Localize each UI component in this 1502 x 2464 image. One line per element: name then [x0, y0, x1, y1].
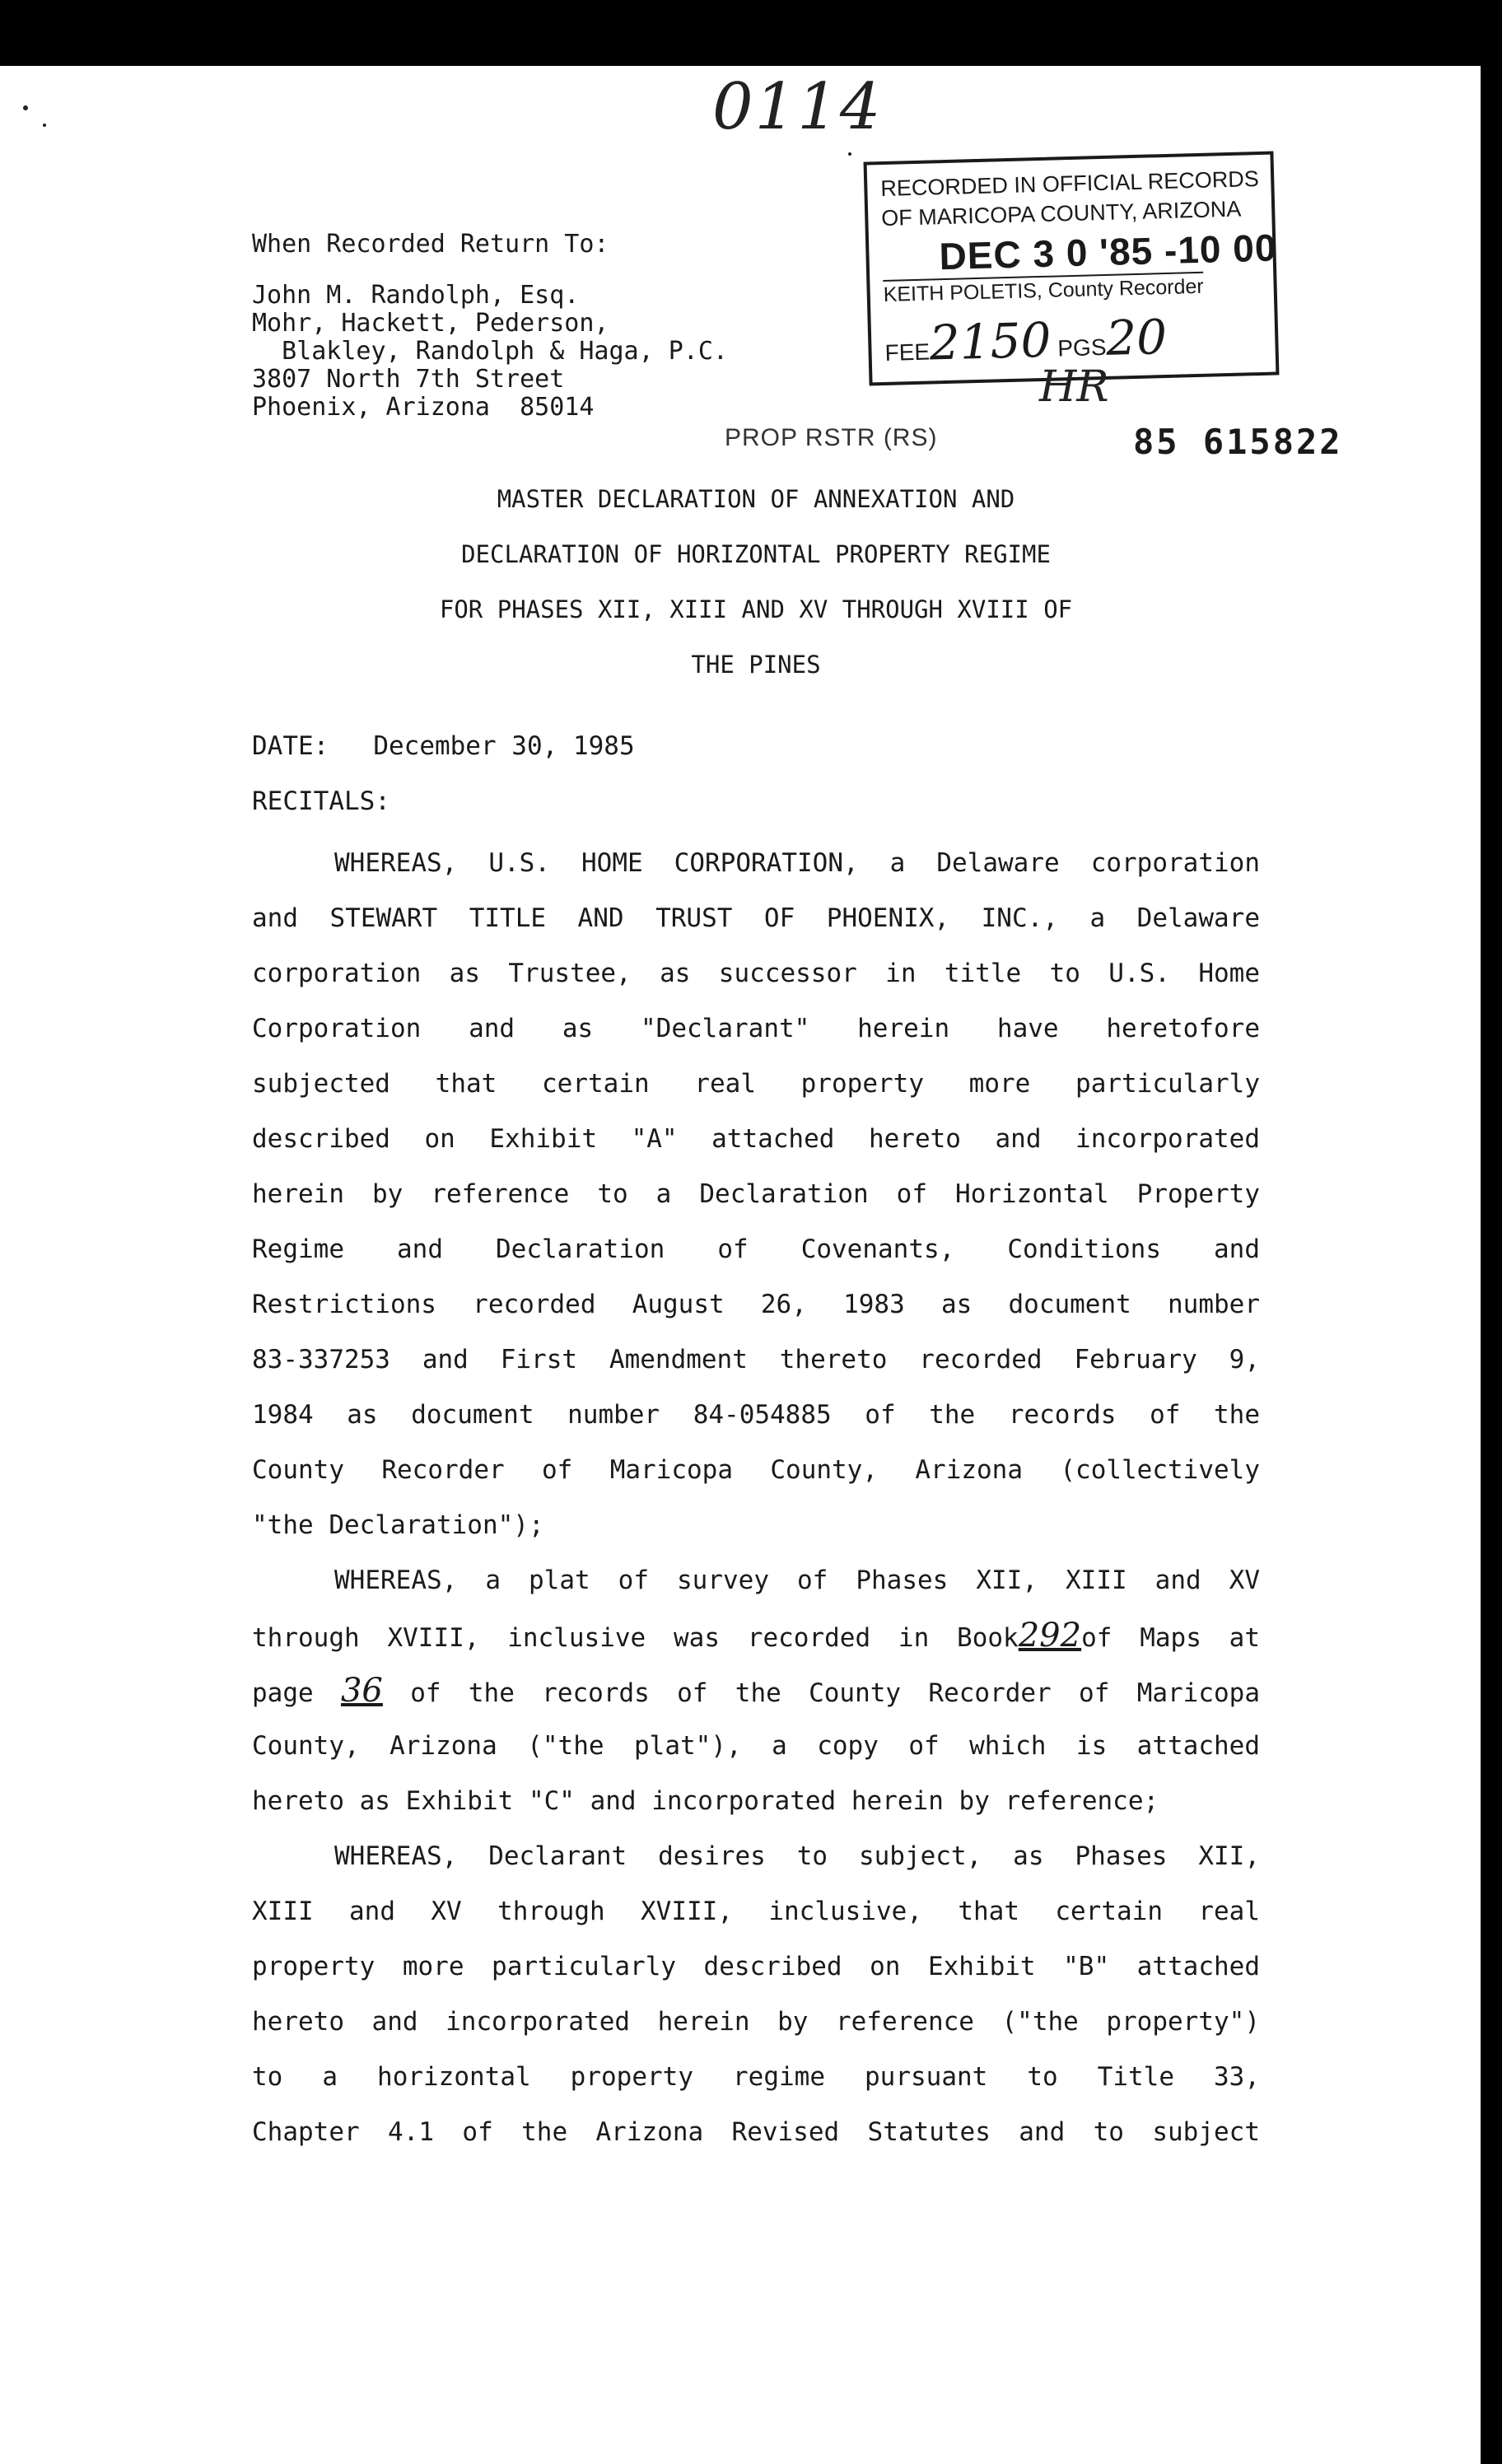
body-line: 1984 as document number 84-054885 of the records of the — [252, 1400, 1260, 1430]
body-line: corporation as Trustee, as successor in title to U.S. Home — [252, 959, 1260, 988]
fee-label: FEE — [884, 338, 931, 366]
stamp-fee-row — [884, 309, 1167, 372]
body-text — [252, 842, 1260, 2166]
body-line: property more particularly described on Exhibit "B" attached — [252, 1952, 1260, 1981]
date-value: December 30, 1985 — [373, 731, 635, 761]
body-fragment: of the records of the County Recorder of Maricopa — [410, 1678, 1260, 1708]
scan-border-top — [0, 0, 1502, 66]
document-number: 85 615822 — [1133, 422, 1343, 462]
body-line: and STEWART TITLE AND TRUST OF PHOENIX, INC., a Delaware — [252, 903, 1260, 933]
scan-speck — [43, 124, 46, 127]
body-line: herein by reference to a Declaration of Horizontal Property — [252, 1179, 1260, 1209]
handwritten-page-number: 0114 — [712, 70, 883, 144]
body-line: XIII and XV through XVIII, inclusive, that certain real — [252, 1897, 1260, 1926]
return-to-label: When Recorded Return To: — [252, 230, 609, 259]
stamp-recorder: KEITH POLETIS, County Recorder — [883, 272, 1204, 307]
body-line: 83-337253 and First Amendment thereto recorded February 9, — [252, 1345, 1260, 1374]
body-line: WHEREAS, Declarant desires to subject, as Phases XII, — [334, 1841, 1260, 1871]
date-row — [252, 731, 635, 761]
body-fragment: page — [252, 1678, 314, 1708]
handwritten-initials: HR — [1039, 362, 1109, 412]
return-line: Blakley, Randolph & Haga, P.C. — [252, 337, 728, 366]
body-line: County Recorder of Maricopa County, Arizona (collectively — [252, 1455, 1260, 1485]
body-fragment: of Maps at — [1081, 1623, 1260, 1653]
stamp-date: DEC 3 0 '85 -10 00 — [938, 226, 1278, 278]
pgs-value: 20 — [1105, 309, 1168, 366]
stamp-line: RECORDED IN OFFICIAL RECORDS — [879, 166, 1260, 202]
body-line: to a horizontal property regime pursuant to Title 33, — [252, 2062, 1260, 2092]
return-address-block — [252, 231, 728, 422]
return-line: Mohr, Hackett, Pederson, — [252, 309, 609, 338]
body-line: County, Arizona ("the plat"), a copy of which is attached — [252, 1731, 1260, 1761]
return-line: 3807 North 7th Street — [252, 365, 565, 394]
scan-border-right — [1481, 0, 1502, 2464]
stamp-line: OF MARICOPA COUNTY, ARIZONA — [880, 196, 1242, 231]
title-line: DECLARATION OF HORIZONTAL PROPERTY REGIME — [461, 540, 1051, 568]
body-line: Regime and Declaration of Covenants, Conditions and — [252, 1234, 1260, 1264]
fee-value: 2150 — [928, 311, 1052, 371]
body-line: hereto and incorporated herein by reference ("the property") — [252, 2007, 1260, 2037]
body-fragment: through XVIII, inclusive was recorded in Book — [252, 1623, 1019, 1653]
title-line: THE PINES — [691, 651, 821, 679]
date-label: DATE: — [252, 731, 329, 761]
body-line — [252, 1669, 1260, 1724]
scan-speck — [23, 105, 28, 110]
body-line: hereto as Exhibit "C" and incorporated herein by reference; — [252, 1786, 1159, 1816]
recording-stamp — [864, 152, 1280, 386]
return-line: John M. Randolph, Esq. — [252, 281, 580, 310]
recitals-heading: RECITALS: — [252, 786, 390, 816]
body-line: Chapter 4.1 of the Arizona Revised Statutes and to subject — [252, 2117, 1260, 2147]
body-line: subjected that certain real property more particularly — [252, 1069, 1260, 1099]
handwritten-page-ref: 36 — [340, 1672, 383, 1710]
return-line: Phoenix, Arizona 85014 — [252, 393, 595, 422]
body-line: WHEREAS, U.S. HOME CORPORATION, a Delaware corporation — [334, 848, 1260, 878]
body-line: WHEREAS, a plat of survey of Phases XII, XIII and XV — [334, 1566, 1260, 1595]
pgs-label: PGS — [1057, 334, 1107, 362]
body-line: described on Exhibit "A" attached hereto and incorporated — [252, 1124, 1260, 1154]
title-line: FOR PHASES XII, XIII AND XV THROUGH XVIII OF — [439, 595, 1073, 623]
handwritten-book-number: 292 — [1018, 1617, 1082, 1654]
body-line: Corporation and as "Declarant" herein have heretofore — [252, 1014, 1260, 1043]
document-title — [252, 483, 1260, 703]
body-line — [252, 1614, 1260, 1669]
scan-speck — [848, 152, 851, 156]
body-line: Restrictions recorded August 26, 1983 as document number — [252, 1290, 1260, 1319]
body-line: "the Declaration"); — [252, 1510, 544, 1540]
property-code-stamp: PROP RSTR (RS) — [725, 424, 938, 451]
title-line: MASTER DECLARATION OF ANNEXATION AND — [497, 485, 1015, 513]
